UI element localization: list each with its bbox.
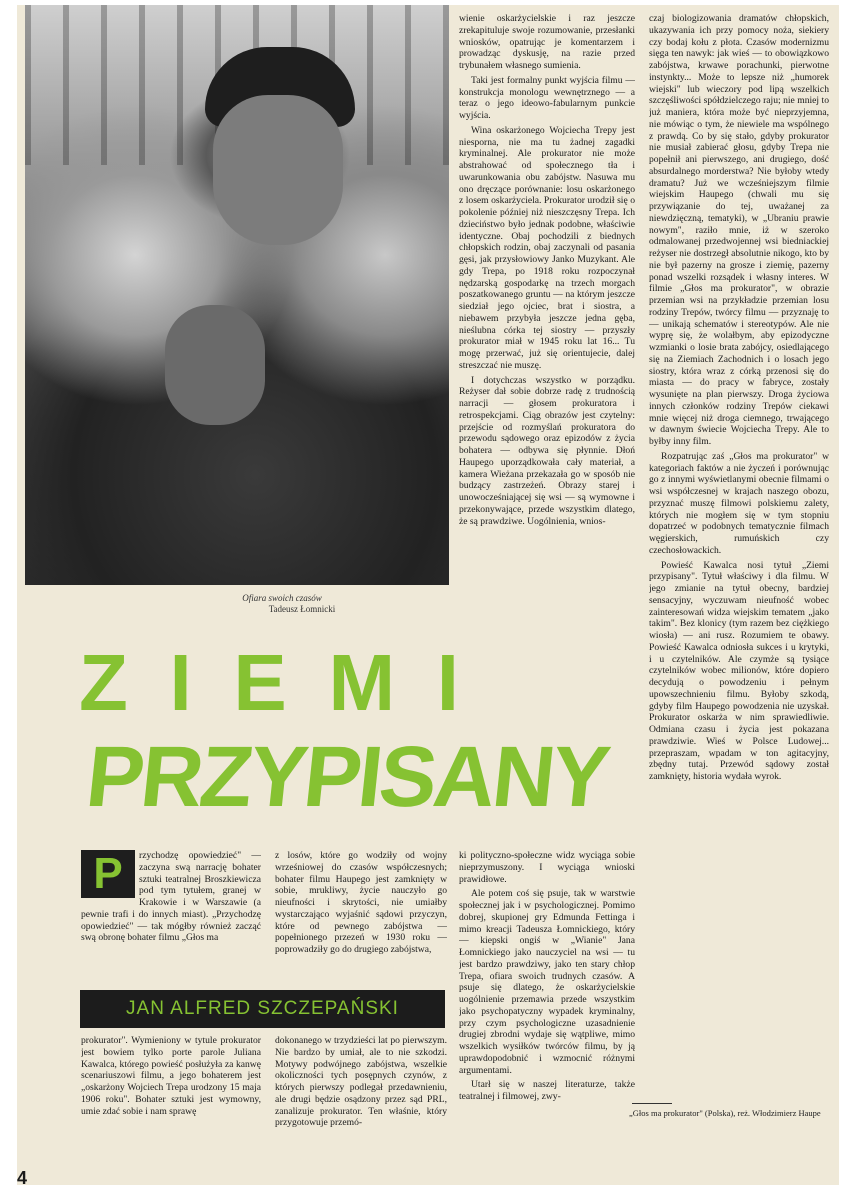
column-top-right-b	[649, 13, 829, 1098]
paragraph: Utarł się w naszej literaturze, także teatralnej i filmowej, zwy-	[459, 1079, 635, 1102]
paragraph: Powieść Kawalca nosi tytuł „Ziemi przypisany". Tytuł właściwy i dla filmu. W jego zmianie na tytuł obecny, bardziej sensacyjny, wyczuwam nieufność wobec zainteresowań widza wiejskim tematem „jako takim". Bez klonicy (tym razem bez ciężkiego wiosła) — ani rusz. Rozumiem te obawy. Powieść Kawalca odniosła sukces i u krytyki, i u czytelników. Ale czymże są tysiące czytelników wobec milionów, które dopiero decydują o powodzeniu i pełnym upowszechnieniu filmu. Byłoby szkodą, gdyby film Haupego powodzenia nie uzyskał. Prokurator oskarża w nim sprawiedliwie. Odmiana czasu i życia jest pokazana prawdziwie. Wieś w Polsce Ludowej... przepraszam, wpadam w ton agitacyjny, zbędny tutaj. Przewód sądowy został zamknięty, historia wydała wyrok.	[649, 559, 829, 782]
column-mid-right	[459, 850, 635, 1170]
film-still-photo	[25, 5, 449, 585]
photo-figure-face	[213, 95, 343, 245]
drop-cap-spacer	[81, 850, 139, 900]
photo-caption	[197, 593, 367, 615]
headline-letter: Z	[79, 638, 128, 727]
headline-letter: E	[233, 638, 287, 727]
photo-figure-hand	[165, 305, 265, 425]
mid-text-1: z losów, które go wodziły od wojny wrześniowej do czasów współczesnych; bohater filmu Haupego jest zamknięty w sobie, mrukliwy, życie nauczyło go nieufności i skrytości, nie umiałby wystarczająco wyjaśnić sądowi przyczyn, które od pewnego zabójstwa — popełnionego przezeń w 1930 roku — poprowadziły go do drugiego zabójstwa,	[275, 850, 447, 955]
footnote: „Głos ma prokurator" (Polska), reż. Włodzimierz Haupe	[629, 1108, 821, 1118]
column-bottom-2	[275, 1035, 447, 1167]
magazine-page	[17, 5, 839, 1188]
bottom-text-1: prokurator". Wymieniony w tytule prokurator jest bowiem tylko porte parole Juliana Kawalca, którego powieść posłużyła za kanwę scenariuszowi filmu, a jego bohaterem jest „oskarżony Wojciech Trepa urodzony 15 maja 1906 roku". Bohater sztuki jest wymowny, umie zdać sobie i nam sprawę	[81, 1035, 261, 1117]
caption-title: Ofiara swoich czasów	[242, 593, 322, 603]
column-top-right-a	[459, 13, 635, 641]
paragraph: Ale potem coś się psuje, tak w warstwie społecznej jak i w psychologicznej. Pomimo dobrej, skupionej gry Edmunda Fettinga i mimo kreacji Tadeusza Łomnickiego, który — kiepski ongiś w „Wianie" Jana Łomnickiego jako nauczyciel na wsi — tu jest bardzo prawdziwy, jako ten stary chłop Trepa, ofiara swoich trudnych czasów. A psuje się dlatego, że oskarżycielskie uogólnienie przemawia przede wszystkim jako psychopatyczny wypadek kryminalny, przy czym psychologiczne uzasadnienie drugiej zbrodni wydaje się wątpliwe, mimo wszelkich wysiłków twórców filmu, by ją uprawdopodobnić i wzmocnić różnymi argumentami.	[459, 888, 635, 1076]
drop-cap-letter: P	[93, 849, 123, 898]
column-bottom-1	[81, 1035, 261, 1167]
paragraph: Rozpatrując zaś „Głos ma prokurator" w kategoriach faktów a nie życzeń i porównując go z innymi wyświetlanymi obecnie filmami o wsi współczesnej w krajach naszego obozu, przyznać muszę filmowi polskiemu zalety, których nie mogłem się w tym stopniu dopatrzeć w podobnych tematycznie filmach węgierskich, rumuńskich czy czechosłowackich.	[649, 450, 829, 556]
paragraph: czaj biologizowania dramatów chłopskich, ukazywania ich przy pomocy noża, siekiery czy bodaj kołu z płota. Czasów modernizmu sięga ten nawyk: jak wieś — to obowiązkowo zabójstwa, krwawe porachunki, pierwotne instynkty... Może to lepsze niż „humorek wiejski" lub wieczory pod lipą wszelkich szczęśliwości spółdzielczego raju; nie mniej to już maniera, która może być nieprzyjemna, nie mówiąc o tym, że niewiele ma wspólnego z prawdą. Co by się stało, gdyby prokurator nie musiał zabierać głosu, gdyby Trepa nie popełnił ani pierwszego, ani drugiego, dość absurdalnego morderstwa? Nie byłoby wtedy dramatu? Już we wcześniejszym filmie wiejskim Haupego (chwali mu się przywiązanie do tej, uważanej za niewdzięczną, tematyki), w „Ubraniu prawie nowym", raziło mnie, iż w szeroko odmalowanej przedwojennej wsi biedniackiej reżyser nie dostrzegł absolutnie nikogo, kto by nie był pazerny na grosze i ziemię, pazerny ponad wszelki rozsądek i własny interes. W filmie „Głos ma prokurator", w obrazie przemian wsi na przykładzie przemian losu rodziny Trepów, twórcy filmu — przyznaję to — unikają schematów i stereotypów. Ale nie wyprę się, że wolałbym, aby epizodyczne wzmianki o losie brata zabójcy, osiedlającego się na Ziemiach Zachodnich i o losach jego siostry, która wraz z córką przenosi się do miasta — do pracy w fabryce, zostały wysunięte na plan pierwszy. Droga życiowa innych członków rodziny Trepów ciekawi mnie więcej niż droga ciemnego, trwającego w dawnym świecie Wojciecha Trepy. Ale to byłby inny film.	[649, 13, 829, 447]
author-byline: JAN ALFRED SZCZEPAŃSKI	[80, 990, 445, 1028]
intro-text: rzychodzę opowiedzieć" — zaczyna swą narrację bohater sztuki teatralnej Broszkiewicza pod tym tytułem, granej w Krakowie i w Warszawie (a pewnie trafi i do innych miast). „Przychodzę opowiedzieć" — tak mógłby również zacząć swą obronę bohater filmu „Głos ma	[81, 850, 261, 944]
column-mid-1	[275, 850, 447, 982]
paragraph: I dotychczas wszystko w porządku. Reżyser dał sobie dobrze radę z trudnością narracji — głosem prokuratora i retrospekcjami. Ciąg obrazów jest czytelny: przejście od rozmyślań prokuratora do przewodu sądowego oraz epizodów z życia bohatera — odbywa się płynnie. Dłoń Haupego uporządkowała cały materiał, a kamera Wieżana przekazała go w sposób nie budzący zastrzeżeń. Obrazy starej i unowocześniającej się wsi — są wymowne i przekonywające, przede wszystkim dlatego, że są prawdziwe. Uogólnienia, wnios-	[459, 374, 635, 527]
headline-letter: I	[169, 638, 192, 727]
column-intro	[81, 850, 261, 982]
bottom-text-2: dokonanego w trzydzieści lat po pierwszym. Nie bardzo by umiał, ale to nie szkodzi. Motywy podwójnego zabójstwa, wszelkie okoliczności tych posępnych czynów, z których pierwszy podlegał przedawnieniu, ale drugi będzie osądzony przez sąd PRL, zanalizuje prokurator. Ten właśnie, który przygotowuje przemó-	[275, 1035, 447, 1129]
paragraph: Taki jest formalny punkt wyjścia filmu — konstrukcja monologu wewnętrznego — a teraz o jego ideowo-fabularnym punkcie wyjścia.	[459, 74, 635, 121]
headline-line-1	[79, 638, 459, 727]
paragraph: wienie oskarżycielskie i raz jeszcze zrekapituluje swoje rozumowanie, przesłanki wniosków, opatrując je komentarzem i prowadząc dyskusję, na razie przed trybunałem własnego sumienia.	[459, 13, 635, 71]
caption-credit: Tadeusz Łomnicki	[268, 604, 336, 614]
headline-letter: M	[328, 638, 396, 727]
page-number: 4	[17, 1168, 28, 1188]
paragraph: ki polityczno-społeczne widz wyciąga sobie nieprzymuszony. I wyciąga wnioski prawidłowe.	[459, 850, 635, 885]
footnote-divider	[632, 1103, 672, 1104]
headline-line-2: PRZYPISANY	[81, 729, 612, 825]
headline-letter: I	[436, 638, 459, 727]
paragraph: Wina oskarżonego Wojciecha Trepy jest niesporna, nie ma tu żadnej zagadki kryminalnej. Ale prokurator nie może abstrahować od społecznego tła i uwarunkowania obu zabójstw. Nasuwa mu ono dręczące porównanie: losu oskarżonego z losem oskarżyciela. Prokurator urodził się o pokolenie później niż nieszczęsny Trepa. Ich dzieciństwo było jednak podobne, właściwie identyczne. Obaj pochodzili z biednych chłopskich rodzin, obaj zaczynali od pasania gęsi, jak przysłowiowy Janko Muzykant. Ale gdy Trepa, po 1918 roku rozpoczynał nędzarską gospodarkę na trzech morgach poszatkowanego gruntu — na którym jeszcze siedział jego ojciec, brat i siostra, a niebawem przybyła jeszcze jedna gęba, nieślubna córka tej siostry — przyszły prokurator miał w 1945 roku lat 16... Tu mogę przerwać, już się orientujecie, dalej streszczać nie muszę.	[459, 124, 635, 371]
